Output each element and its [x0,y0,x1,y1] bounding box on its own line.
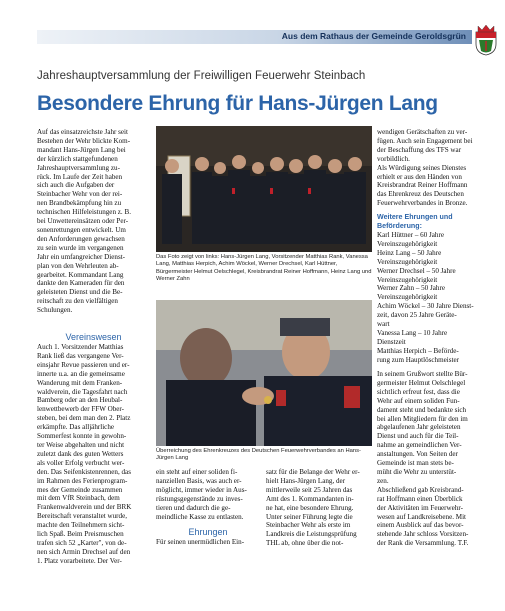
text-line: zu sein wurde im vergangenen [37,243,124,252]
text-line: meindliche Kasse zu entlasten. [156,512,244,521]
text-line: als voller Erfolg verbucht wer- [37,458,125,467]
text-line: lenwettbewerb der FFW Ober- [37,405,124,414]
text-line: Gemeinde ist man stets be- [377,459,454,468]
article-column-1 [37,128,150,315]
text-line: Als Würdigung seines Dienstes [377,163,467,172]
text-line: sonenrettungen entwickelt. Um [37,225,126,234]
text-line: sichtlich erfreut fest, dass die [377,387,460,396]
coat-of-arms-icon [474,24,498,56]
text-line: zen. [377,476,389,485]
text-line: steben, bei dem man den 2. Platz [37,414,131,423]
article-column-3 [266,468,372,548]
text-line: der kürzlich stattgefundenen [37,154,118,163]
text-line: Landkreis die Leistungsprüfung [266,530,357,539]
article-column-4 [377,128,481,208]
text-line: möglicht, immer wieder in Aus- [156,485,247,494]
text-line: Vereinszugehörigkeit [377,293,438,302]
group-photo [156,126,372,252]
text-line: Jahr ein umfangreicher Dienst- [37,252,126,261]
text-line: hielt Hans-Jürgen Lang, der [266,476,346,485]
text-line: waldverein, die Tagesfahrt nach [37,387,128,396]
text-line: THL ab, ohne über die not- [266,539,344,548]
text-line: Feuerwehrverbandes in Bronze. [377,199,468,208]
text-line: ter Weise abgehalten und nicht [37,440,125,449]
text-line: Steinbacher Wehr von der rei- [37,190,123,199]
text-line: wesen auf Landkreisebene. Mit [377,512,467,521]
text-line: der Aktivitäten im Feuerwehr- [377,503,463,512]
ehrungen-heading: Ehrungen [188,527,228,537]
text-line: trafen sich 52 „Karter", von de- [37,538,127,547]
weitere-ehrungen-heading [377,213,481,231]
text-line: Achim Wöckel – 30 Jahre Dienst- [377,302,474,311]
text-line: germeister Helmut Oelschlegel [377,378,466,387]
text-line: Bestehen der Wehr blickte Kom- [37,136,131,145]
text-line: Rank ließ das vergangene Ver- [37,351,124,360]
article-column-2-continued [156,538,260,547]
text-line: ein steht auf einer soliden fi- [156,468,238,476]
text-line: gearbeitet. Kommandant Lang [37,270,124,279]
text-line: lich Spaß. Beim Preismuschen [37,530,124,539]
text-line: mes der Gemeinde zusammen [37,485,123,494]
text-line: Sommerfest konnte in gewohn- [37,432,127,441]
text-line: im Rahmen des Ferienprogram- [37,476,128,485]
text-line: reitschaft zu den vielfältigen [37,297,118,306]
text-line: innerte u.a. an die gemeinsame [37,369,125,378]
text-line: einsjahr Revue passieren und er- [37,360,130,369]
text-line: Heinz Lang – 50 Jahre [377,248,442,257]
award-photo [156,300,372,446]
text-line: tieren und dadurch die ge- [156,503,231,512]
text-line: Vereinszugehörigkeit [377,275,438,284]
text-line: Vereinszugehörigkeit [377,257,438,266]
text-line: Auf das einsatzreichste Jahr seit [37,128,129,136]
text-line: anstaltungen. Von Seiten der [377,450,458,459]
vereinswesen-heading: Vereinswesen [65,332,122,342]
section-title: Aus dem Rathaus der Gemeinde Geroldsgrün [281,31,466,41]
text-line: nen sich Armin Drechsel auf den [37,547,131,556]
award-photo-image [156,300,372,446]
text-line: einem Ausblick auf das bevor- [377,521,464,530]
text-line: technischen Hilfeleistungen z. B. [37,208,131,217]
text-line: fügen. Auch sein Engagement bei [377,136,473,145]
text-line: müht die Wehr zu unterstüt- [377,467,457,476]
text-line: plan von den Wehrleuten ab- [37,261,119,270]
text-line: das Ehrenkreuz des Deutschen [377,190,464,199]
article-headline: Besondere Ehrung für Hans-Jürgen Lang [37,92,438,115]
text-line: stehende Jahr schloss Vorsitzen- [377,530,469,539]
text-line: Kreisbrandrat Reiner Hoffmann [377,181,468,190]
text-line: Wehr auf einem soliden Fun- [377,396,460,405]
text-line: den. Das Seifenkistenrennen, das [37,467,131,476]
text-line: bei allen Mitgliedern für den im [377,414,468,423]
weitere-heading-line-1: Weitere Ehrungen und [377,213,453,221]
text-line: der Rank die Versammlung. T.F. [377,539,469,548]
text-line: mittlerweile seit 25 Jahren das [266,485,353,494]
text-line: abgelaufenen Jahr geleisteten [377,423,461,432]
text-line: dankte den Kameraden für den [37,279,125,288]
text-line: vorbildlich. [377,154,410,163]
text-line: Vereinszugehörigkeit [377,239,438,248]
text-line: Steinbacher Wehr als erste im [266,521,351,530]
text-line: Karl Hüttner – 60 Jahre [377,231,444,239]
text-line: Jahreshauptversammlung zu- [37,163,120,172]
text-line: dament steht und bedankte sich [377,405,467,414]
text-line: rung zum Hauptlöschmeister [377,355,459,364]
text-line: sich auch die Aufgaben der [37,181,115,190]
text-line: bei Unwettereinsätzen oder Per- [37,217,129,226]
text-line: Für seinen unermüdlichen Ein- [156,538,245,546]
text-line: erhielt er aus den Händen von [377,172,462,181]
text-line: ne hat, eine besondere Ehrung. [266,503,354,512]
award-photo-caption: Überreichung des Ehrenkreuzes des Deutschen Feuerwehrverbandes an Hans-Jürgen Lang [156,448,361,462]
text-line: wendigen Gerätschaften zu ver- [377,128,468,136]
text-line: den Anforderungen gewachsen [37,234,125,243]
article-column-1-continued [37,343,150,566]
group-photo-caption: Das Foto zeigt von links: Hans-Jürgen Lang, Vorsitzender Matthias Rank, Vanessa Lang, Matthias Herpich, Achim Wöckel, Werner Drechsel, Karl Hüttner, Bürgermeister Helmut Oelschlegel, Kreisbrandrat Reiner Hoffmann, Heinz Lang und Werner Zahn [156,254,372,283]
text-line: Auch 1. Vorsitzender Matthias [37,343,124,351]
text-line: Werner Drechsel – 50 Jahre [377,266,456,275]
text-line: Matthias Herpich – Beförde- [377,346,459,355]
text-line: mit dem VfR Steinbach, dem [37,494,120,503]
text-line: satz für die Belange der Wehr er- [266,468,360,476]
text-line: rüstungsgegenstände zu inves- [156,494,243,503]
text-line: Abschließend gab Kreisbrand- [377,485,464,494]
text-line: erkämpfte. Das alljährliche [37,423,115,432]
article-column-4-continued [377,370,481,548]
text-line: zeit, davon 25 Jahre Geräte- [377,311,457,320]
text-line: 1. Platz vorarbeitete. Der Ver- [37,556,122,565]
weitere-heading-line-2: Beförderung: [377,221,422,230]
text-line: der Beschaffung des TFS war [377,145,462,154]
text-line: Bamberg oder an den Heubal- [37,396,123,405]
text-line: nanziellen Basis, was auch er- [156,476,242,485]
text-line: Bereitschaft veranstaltet wurde, [37,512,128,521]
text-line: nahme an gemeindlichen Ver- [377,441,462,450]
text-line: wart [377,320,390,329]
text-line: In seinem Grußwort stellte Bür- [377,370,468,378]
text-line: mandant Hans-Jürgen Lang bei [37,145,126,154]
section-header-bar [37,30,472,44]
text-line: geleisteten Dienst und die Be- [37,288,123,297]
text-line: Frankenwaldverein und der BRK [37,503,132,512]
group-photo-image [156,126,372,252]
text-line: Schulungen. [37,306,73,315]
text-line: rat Hoffmann einen Überblick [377,494,463,503]
text-line: rück. Im Laufe der Zeit haben [37,172,123,181]
text-line: nen Brandbekämpfung hin zu [37,199,122,208]
text-line: Wanderung mit dem Franken- [37,378,123,387]
text-line: Werner Zahn – 50 Jahre [377,284,445,293]
text-line: Dienstzeit [377,337,406,346]
honors-list [377,231,481,365]
article-column-2 [156,468,260,521]
text-line: zuletzt dank des guten Wetters [37,449,124,458]
text-line: Amt des 1. Kommandanten in- [266,494,354,503]
text-line: Dienst und auch für die Teil- [377,432,459,441]
article-kicker: Jahreshauptversammlung der Freiwilligen Feuerwehr Steinbach [37,70,366,82]
text-line: machte den Teilnehmern sicht- [37,521,125,530]
text-line: Unter seiner Führung legte die [266,512,353,521]
text-line: Vanessa Lang – 10 Jahre [377,328,448,337]
